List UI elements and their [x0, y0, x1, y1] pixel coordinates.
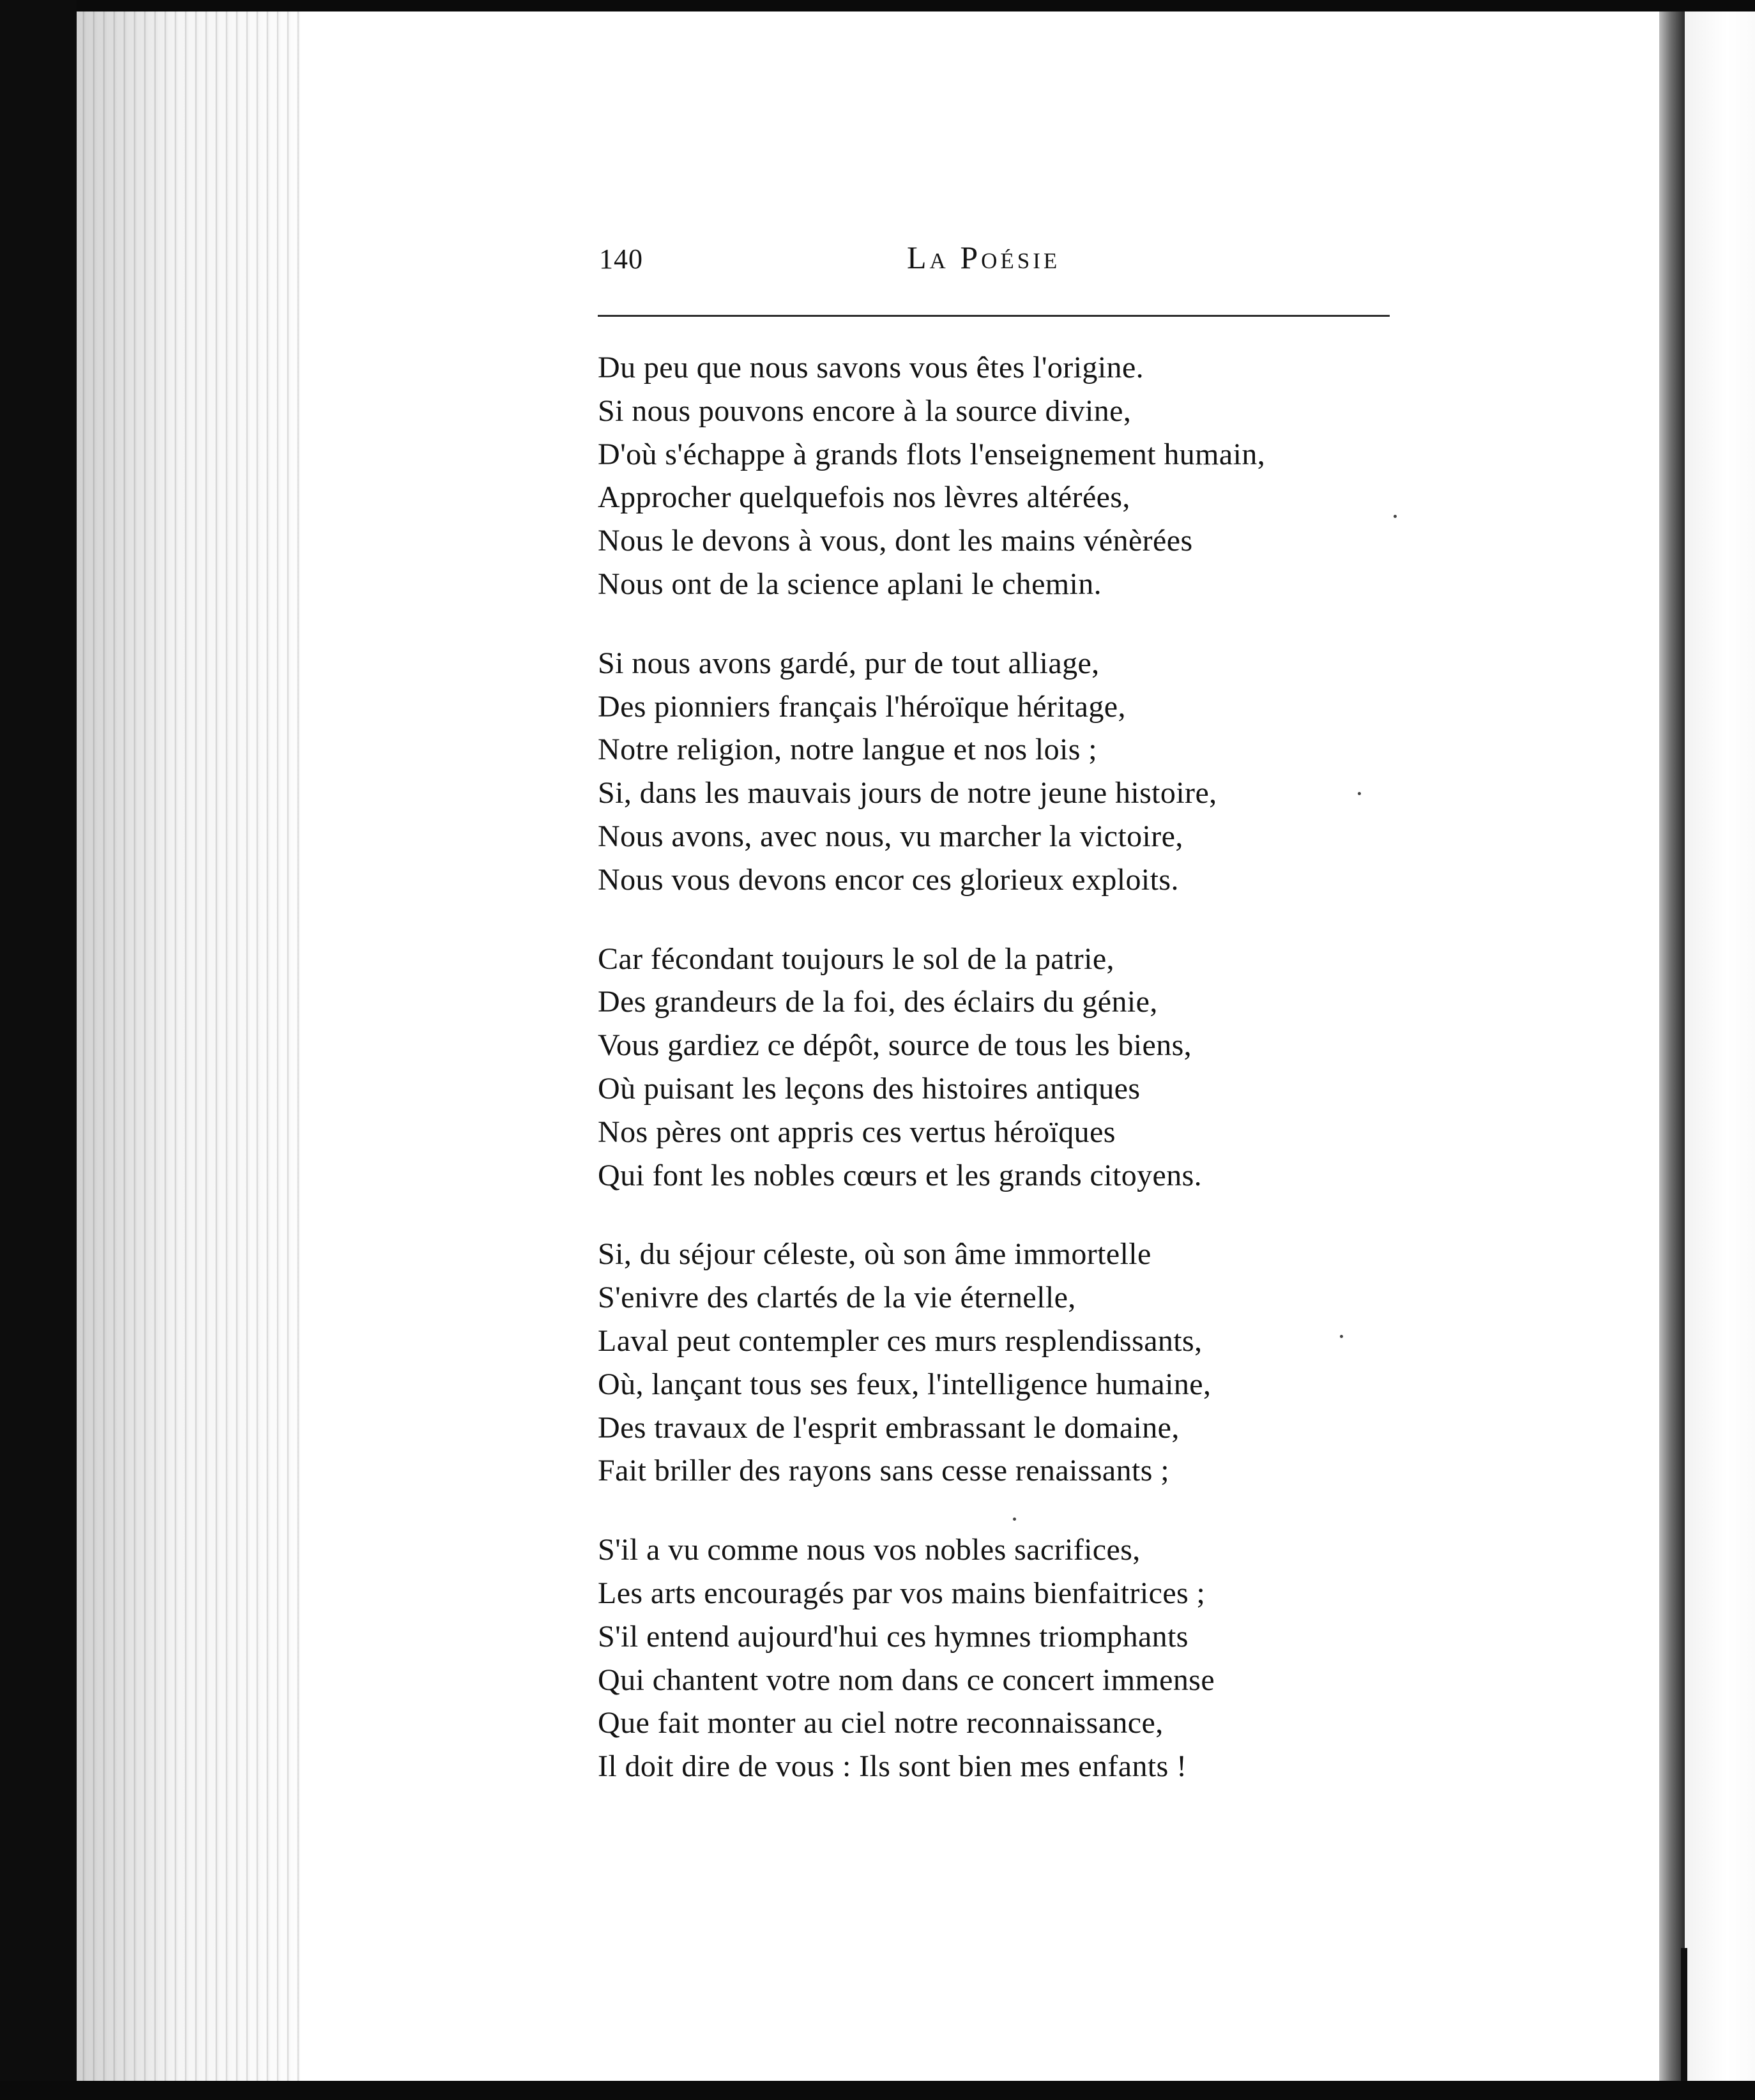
- poem-line: Que fait monter au ciel notre reconnaissance,: [598, 1706, 1164, 1740]
- book-page-edges: [77, 11, 332, 2081]
- poem-line: Si nous pouvons encore à la source divine,: [598, 393, 1132, 428]
- facing-page-edge: [1685, 11, 1755, 2081]
- poem-line: S'il a vu comme nous vos nobles sacrifices,: [598, 1533, 1141, 1567]
- poem-line: D'où s'échappe à grands flots l'enseignement humain,: [598, 437, 1266, 471]
- running-title: La Poésie: [907, 240, 1061, 275]
- poem: [598, 346, 1428, 1824]
- poem-line: Des grandeurs de la foi, des éclairs du génie,: [598, 985, 1158, 1019]
- poem-line: Nous avons, avec nous, vu marcher la victoire,: [598, 819, 1183, 853]
- stanza-1: [598, 346, 1428, 606]
- paper-speck: [1358, 792, 1361, 795]
- poem-line: Si nous avons gardé, pur de tout alliage,: [598, 646, 1100, 680]
- paper-speck: [1394, 515, 1397, 518]
- page-number: 140: [599, 243, 643, 275]
- stanza-5: [598, 1528, 1428, 1788]
- poem-line: Les arts encouragés par vos mains bienfaitrices ;: [598, 1576, 1206, 1610]
- paper-speck: [1340, 1335, 1343, 1338]
- poem-line: Qui chantent votre nom dans ce concert immense: [598, 1663, 1215, 1697]
- poem-line: Car fécondant toujours le sol de la patrie,: [598, 941, 1114, 976]
- poem-line: Si, dans les mauvais jours de notre jeune histoire,: [598, 776, 1217, 810]
- poem-line: Approcher quelquefois nos lèvres altérées,: [598, 480, 1130, 515]
- poem-line: S'il entend aujourd'hui ces hymnes triomphants: [598, 1619, 1189, 1654]
- poem-line: Nous le devons à vous, dont les mains vénèrées: [598, 524, 1193, 558]
- poem-line: Nos pères ont appris ces vertus héroïques: [598, 1115, 1116, 1149]
- poem-line: Notre religion, notre langue et nos lois ;: [598, 733, 1097, 767]
- poem-line: Du peu que nous savons vous êtes l'origine.: [598, 351, 1144, 384]
- poem-line: Des travaux de l'esprit embrassant le domaine,: [598, 1410, 1180, 1445]
- stanza-2: [598, 642, 1428, 902]
- poem-line: Laval peut contempler ces murs resplendissants,: [598, 1323, 1203, 1358]
- stanza-4: [598, 1233, 1428, 1493]
- poem-line: Il doit dire de vous : Ils sont bien mes enfants !: [598, 1749, 1187, 1784]
- poem-line: Nous ont de la science aplani le chemin.: [598, 567, 1102, 601]
- poem-line: S'enivre des clartés de la vie éternelle,: [598, 1281, 1076, 1315]
- facing-page-dark-edge: [1681, 1948, 1687, 2081]
- poem-line: Si, du séjour céleste, où son âme immortelle: [598, 1237, 1151, 1272]
- paper-speck: [1013, 1518, 1016, 1521]
- poem-line: Où, lançant tous ses feux, l'intelligence humaine,: [598, 1367, 1212, 1401]
- poem-line: Vous gardiez ce dépôt, source de tous les biens,: [598, 1028, 1192, 1063]
- poem-line: Où puisant les leçons des histoires antiques: [598, 1071, 1141, 1106]
- book-binding-shadow: [1659, 11, 1685, 2081]
- poem-line: Nous vous devons encor ces glorieux exploits.: [598, 862, 1179, 897]
- header-rule: [598, 315, 1390, 317]
- stanza-3: [598, 938, 1428, 1198]
- poem-line: Fait briller des rayons sans cesse renaissants ;: [598, 1454, 1169, 1488]
- scan-frame-bottom: [0, 2081, 1755, 2100]
- scan-frame-left: [0, 0, 77, 2100]
- poem-line: Des pionniers français l'héroïque héritage,: [598, 689, 1126, 724]
- poem-line: Qui font les nobles cœurs et les grands citoyens.: [598, 1158, 1203, 1192]
